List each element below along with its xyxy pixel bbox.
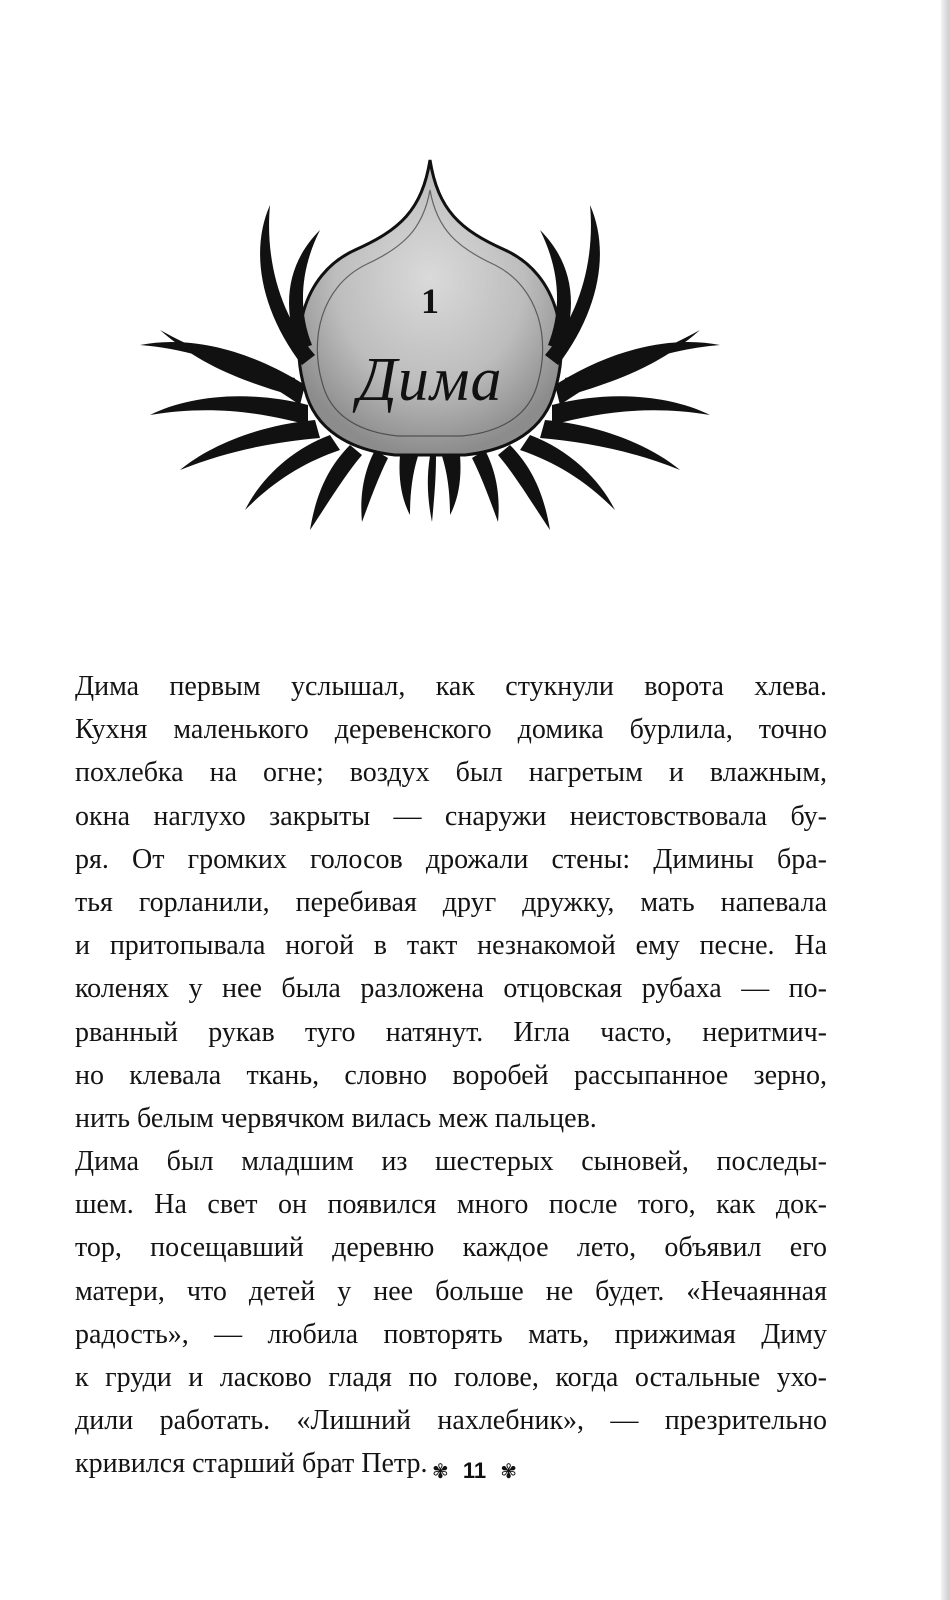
text-line: Дима первым услышал, как стукнули ворота хлева. — [75, 671, 827, 702]
text-line: матери, что детей у нее больше не будет. «Нечаянная — [75, 1275, 827, 1307]
text-line: кривился старший брат Петр. — [75, 1448, 428, 1480]
chapter-number: 1 — [421, 281, 439, 321]
text-line: ря. От громких голосов дрожали стены: Димины бра- — [75, 843, 827, 875]
text-line: Кухня маленького деревенского домика бурлила, точно — [75, 714, 827, 746]
page-footer — [0, 1458, 949, 1484]
text-line: нить белым червячком вилась меж пальцев. — [75, 1102, 597, 1134]
chapter-emblem — [130, 150, 730, 540]
text-line: шем. На свет он появился много после того, как док- — [75, 1189, 827, 1221]
ornament-right-icon: ✾ — [500, 1459, 518, 1483]
ornament-left-icon: ✾ — [431, 1459, 449, 1483]
page-number: 11 — [462, 1458, 487, 1483]
text-line: коленях у нее была разложена отцовская рубаха — по- — [75, 973, 827, 1005]
text-line: и притопывала ногой в такт незнакомой ему песне. На — [75, 930, 827, 962]
text-line: к груди и ласково гладя по голове, когда остальные ухо- — [75, 1362, 827, 1393]
chapter-text — [75, 665, 827, 1486]
text-line: но клевала ткань, словно воробей рассыпанное зерно, — [75, 1059, 827, 1091]
text-line: тья горланили, перебивая друг дружку, мать напевала — [75, 886, 827, 918]
text-line: похлебка на огне; воздух был нагретым и влажным, — [75, 757, 827, 789]
text-line: рванный рукав туго натянут. Игла часто, неритмич- — [75, 1016, 827, 1048]
text-line: Дима был младшим из шестерых сыновей, последы- — [75, 1146, 827, 1178]
chapter-title: Дима — [357, 346, 503, 414]
paragraph-2 — [75, 1140, 827, 1486]
page-edge — [941, 0, 949, 1600]
text-line: радость», — любила повторять мать, прижимая Диму — [75, 1318, 827, 1350]
text-line: тор, посещавший деревню каждое лето, объявил его — [75, 1232, 827, 1264]
text-line: дили работать. «Лишний нахлебник», — презрительно — [75, 1405, 827, 1437]
paragraph-1 — [75, 665, 827, 1140]
text-line: окна наглухо закрыты — снаружи неистовствовала бу- — [75, 800, 827, 832]
